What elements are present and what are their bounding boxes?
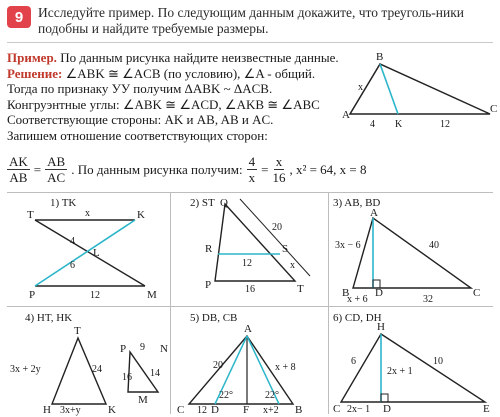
svg-text:M: M: [138, 394, 148, 406]
svg-text:N: N: [160, 343, 168, 355]
svg-text:T: T: [27, 209, 34, 221]
svg-text:D: D: [211, 404, 219, 416]
svg-text:E: E: [483, 403, 490, 415]
example-title: Пример.: [7, 50, 57, 65]
svg-text:D: D: [383, 403, 391, 415]
svg-text:9: 9: [140, 342, 145, 353]
example-block: [7, 50, 377, 143]
svg-text:3x − 6: 3x − 6: [335, 240, 361, 251]
svg-text:D: D: [375, 287, 383, 299]
svg-text:10: 10: [433, 356, 443, 367]
svg-text:M: M: [147, 289, 157, 301]
task-instruction: Исследуйте пример. По следующим данным докажите, что треуголь-ники подобны и найдите требуемые размеры.: [38, 5, 464, 36]
solution-text-2: Тогда по признаку УУ получим ΔABK ~ ΔACB.: [7, 81, 273, 96]
solution-text-4: Соответствующие стороны: AK и AB, AB и AC.: [7, 112, 274, 127]
svg-text:12: 12: [197, 405, 207, 416]
svg-text:2x− 1: 2x− 1: [347, 404, 371, 415]
svg-text:6: 6: [351, 356, 356, 367]
problem-1-figure: [15, 196, 165, 304]
fraction-x-16: $\frac{x}{16}$: [272, 154, 286, 185]
fraction-ak-ab: $\frac{AK}{AB}$: [9, 154, 28, 185]
svg-text:22°: 22°: [219, 390, 233, 401]
problem-5-figure: [175, 310, 325, 416]
solution-label: Решение:: [7, 65, 63, 81]
svg-text:P: P: [205, 279, 212, 291]
svg-text:K: K: [108, 404, 116, 416]
svg-text:16: 16: [245, 284, 255, 295]
svg-text:32: 32: [423, 294, 433, 304]
svg-text:x: x: [290, 260, 295, 271]
svg-text:A: A: [370, 207, 378, 219]
svg-text:20: 20: [213, 360, 223, 371]
problem-2-caption: 2) ST: [190, 197, 215, 209]
svg-text:12: 12: [242, 258, 252, 269]
grid-vline-1: [170, 192, 171, 414]
equation-result: , x² = 64, x = 8: [289, 161, 367, 177]
svg-text:H: H: [43, 404, 51, 416]
svg-text:T: T: [297, 283, 304, 295]
grid-vline-2: [328, 192, 329, 414]
svg-text:6: 6: [70, 260, 75, 271]
svg-text:K: K: [137, 209, 145, 221]
problem-5-caption: 5) DB, CB: [190, 312, 238, 324]
equals-sign: =: [33, 161, 42, 177]
svg-text:16: 16: [122, 372, 132, 383]
divider: [7, 42, 493, 43]
label-a: A: [342, 109, 350, 121]
solution-text-1: ∠ABK ≅ ∠ACB (по условию), ∠A - общий.: [65, 65, 316, 81]
svg-text:2x + 1: 2x + 1: [387, 366, 413, 377]
label-k: K: [395, 119, 403, 130]
svg-text:B: B: [342, 287, 350, 299]
problem-6-caption: 6) CD, DH: [333, 312, 382, 324]
after-ratio-text: . По данным рисунка получим:: [71, 161, 243, 177]
svg-text:12: 12: [90, 290, 100, 301]
svg-text:40: 40: [429, 240, 439, 251]
example-prompt: По данным рисунка найдите неизвестные данные.: [60, 50, 339, 65]
grid-line-middle: [7, 306, 493, 307]
label-12: 12: [440, 119, 450, 130]
svg-text:20: 20: [272, 222, 282, 233]
svg-text:P: P: [29, 289, 36, 301]
svg-text:L: L: [93, 247, 100, 259]
svg-text:A: A: [244, 323, 252, 335]
svg-text:x+2: x+2: [263, 405, 279, 416]
ratio-formula: [7, 154, 367, 185]
equals-sign-2: =: [261, 161, 269, 177]
svg-text:H: H: [377, 321, 385, 333]
svg-text:x: x: [85, 208, 90, 219]
problem-4-figure: [10, 310, 168, 416]
svg-text:3x + 2y: 3x + 2y: [10, 364, 41, 375]
svg-text:3x+y: 3x+y: [60, 405, 81, 416]
label-x: x: [358, 82, 363, 93]
problem-3-figure: [333, 196, 493, 304]
svg-text:22°: 22°: [265, 390, 279, 401]
problem-6-figure: [333, 310, 495, 416]
svg-text:Q: Q: [220, 197, 228, 209]
svg-text:R: R: [205, 243, 213, 255]
svg-text:x + 6: x + 6: [347, 294, 368, 304]
problem-3-caption: 3) AB, BD: [333, 197, 381, 209]
fraction-4-x: $\frac{4}{x}$: [248, 154, 256, 185]
svg-text:C: C: [177, 404, 185, 416]
solution-text-3: Конгруэнтные углы: ∠ABK ≅ ∠ACD, ∠AKB ≅ ∠ABC: [7, 96, 320, 112]
example-header: [7, 50, 377, 66]
svg-text:F: F: [243, 404, 250, 416]
svg-text:x + 8: x + 8: [275, 362, 296, 373]
problem-2-figure: [180, 196, 325, 304]
grid-line-top: [7, 192, 493, 193]
problem-1-caption: 1) TK: [50, 197, 77, 209]
fraction-ab-ac: $\frac{AB}{AC}$: [47, 154, 66, 185]
svg-text:24: 24: [92, 364, 102, 375]
svg-text:T: T: [74, 325, 81, 337]
task-number-badge: 9: [7, 6, 31, 28]
example-triangle-figure: [340, 52, 498, 130]
svg-text:S: S: [282, 243, 289, 255]
svg-text:C: C: [333, 403, 341, 415]
svg-text:14: 14: [150, 368, 160, 379]
solution-line-1: [7, 66, 377, 82]
label-4: 4: [370, 119, 375, 130]
svg-text:B: B: [295, 404, 303, 416]
svg-text:C: C: [473, 287, 481, 299]
label-b: B: [376, 52, 384, 63]
label-c: C: [490, 103, 498, 115]
svg-text:P: P: [120, 343, 127, 355]
problem-4-caption: 4) HT, HK: [25, 312, 73, 324]
solution-text-5: Запишем отношение соответствующих сторон:: [7, 127, 268, 143]
svg-text:4: 4: [70, 236, 75, 247]
